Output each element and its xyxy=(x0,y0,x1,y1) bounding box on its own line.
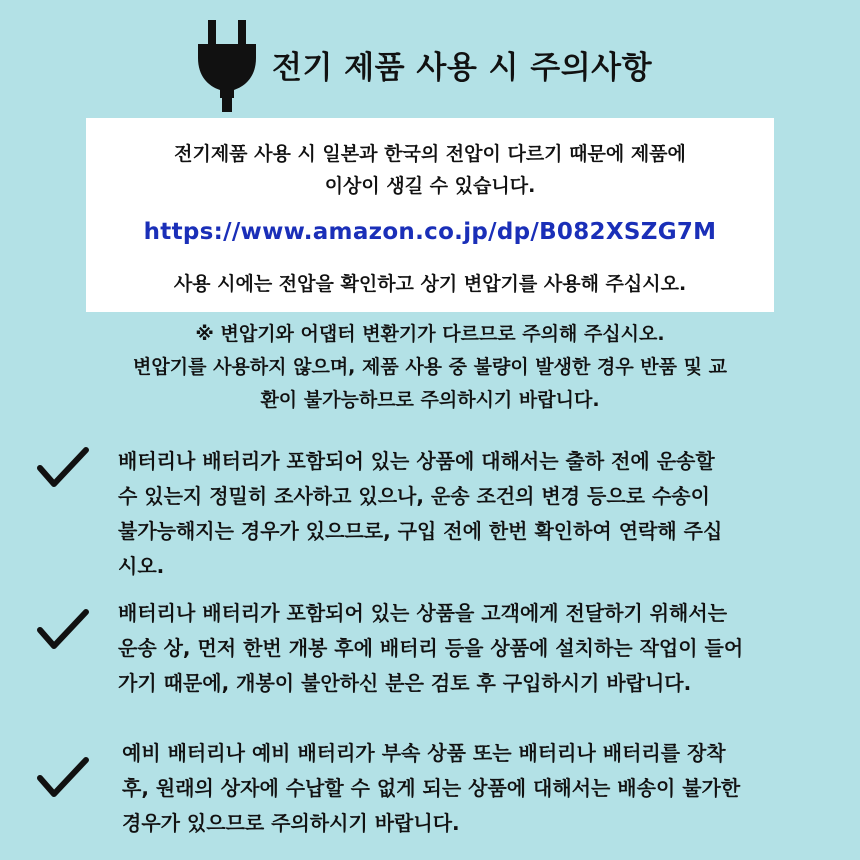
notice-text-line: 전기제품 사용 시 일본과 한국의 전압이 다르기 때문에 제품에 xyxy=(174,143,686,165)
check-item-line: 불가능해지는 경우가 있으므로, 구입 전에 한번 확인하여 연락해 주십 xyxy=(118,519,723,543)
warning-text xyxy=(60,318,800,417)
notice-instruction: 사용 시에는 전압을 확인하고 상기 변압기를 사용해 주십시오. xyxy=(173,273,687,295)
checkmark-icon xyxy=(36,606,90,654)
check-item-line: 배터리나 배터리가 포함되어 있는 상품에 대해서는 출하 전에 운송할 xyxy=(118,449,715,473)
plug-icon xyxy=(196,20,258,112)
check-item-line: 수 있는지 정밀히 조사하고 있으나, 운송 조건의 변경 등으로 수송이 xyxy=(118,484,710,508)
warning-line: 변압기를 사용하지 않으며, 제품 사용 중 불량이 발생한 경우 반품 및 교 xyxy=(133,356,727,378)
warning-line: ※ 변압기와 어댑터 변환기가 다르므로 주의해 주십시오. xyxy=(195,323,665,345)
checkmark-icon xyxy=(36,754,90,802)
header xyxy=(0,14,860,114)
check-item-line: 가기 때문에, 개봉이 불안하신 분은 검토 후 구입하시기 바랍니다. xyxy=(118,671,692,695)
check-item-text xyxy=(118,444,798,584)
notice-box xyxy=(86,118,774,312)
check-item-text xyxy=(122,736,802,841)
check-item-line: 운송 상, 먼저 한번 개봉 후에 배터리 등을 상품에 설치하는 작업이 들어 xyxy=(118,636,744,660)
product-link[interactable]: https://www.amazon.co.jp/dp/B082XSZG7M xyxy=(143,219,717,245)
check-item-line: 후, 원래의 상자에 수납할 수 없게 되는 상품에 대해서는 배송이 불가한 xyxy=(122,776,741,800)
check-item-text xyxy=(118,596,798,701)
notice-text-line: 이상이 생길 수 있습니다. xyxy=(324,175,536,197)
checkmark-icon xyxy=(36,444,90,492)
notice-text xyxy=(86,138,774,202)
page-title: 전기 제품 사용 시 주의사항 xyxy=(272,50,653,86)
check-item-line: 시오. xyxy=(118,554,165,578)
check-item-line: 배터리나 배터리가 포함되어 있는 상품을 고객에게 전달하기 위해서는 xyxy=(118,601,728,625)
warning-line: 환이 불가능하므로 주의하시기 바랍니다. xyxy=(260,389,600,411)
check-item-line: 예비 배터리나 예비 배터리가 부속 상품 또는 배터리나 배터리를 장착 xyxy=(122,741,726,765)
check-item-line: 경우가 있으므로 주의하시기 바랍니다. xyxy=(122,811,460,835)
